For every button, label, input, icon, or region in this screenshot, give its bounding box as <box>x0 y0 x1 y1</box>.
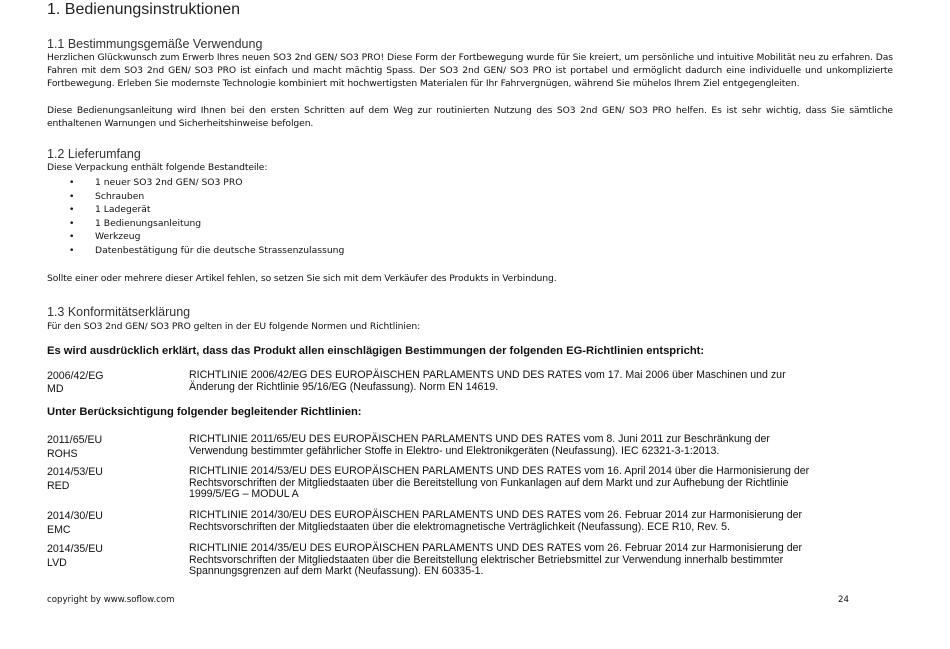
page-heading: 1. Bedienungsinstruktionen <box>47 1 241 18</box>
directive-code-cell <box>47 434 187 461</box>
bullet-icon: • <box>69 190 75 202</box>
conformity-intro: Für den SO3 2nd GEN/ SO3 PRO gelten in der EU folgende Normen und Richtlinien: <box>47 321 421 332</box>
list-item-label: 1 Bedienungsanleitung <box>95 217 202 229</box>
list-item-label: 1 Ladegerät <box>95 204 151 216</box>
directive-abbreviation: EMC <box>47 524 71 536</box>
directive-description: RICHTLINIE 2006/42/EG DES EUROPÄISCHEN PARLAMENTS UND DES RATES vom 17. Mai 2006 über Maschinen und zur Änderung der Richtlinie 95/16/EG (Neufassung). Norm EN 14619. <box>189 369 786 393</box>
intended-use-paragraph-2: Diese Bedienungsanleitung wird Ihnen bei den ersten Schritten auf dem Weg zur routinierten Nutzung des SO3 2nd GEN/ SO3 PRO helfen. Es ist sehr wichtig, dass Sie sämtliche enthaltenen Warnungen und Sicherheitshinweise befolgen. <box>47 105 893 129</box>
list-item <box>47 203 344 217</box>
section-title-scope-of-delivery: 1.2 Lieferumfang <box>47 147 141 161</box>
page-number: 24 <box>838 595 849 605</box>
bullet-icon: • <box>69 204 75 216</box>
directive-code-cell <box>47 466 187 493</box>
list-item-label: Werkzeug <box>95 231 141 243</box>
bullet-icon: • <box>69 231 75 243</box>
directive-description: RICHTLINIE 2014/53/EU DES EUROPÄISCHEN PARLAMENTS UND DES RATES vom 16. April 2014 über die Harmonisierung der Rechtsvorschriften der Mitgliedstaaten über die Bereitstellung von Funkanlagen auf dem Markt und zur Aufhebung der Richtlinie 1999/5/EG – MODUL A <box>189 465 810 501</box>
list-item <box>47 244 344 258</box>
conformity-declaration: Es wird ausdrücklich erklärt, dass das Produkt allen einschlägigen Bestimmungen der folgenden EG-Richtlinien entspricht: <box>47 345 705 357</box>
directive-code: 2014/53/EU <box>47 466 103 478</box>
directive-abbreviation: ROHS <box>47 448 78 460</box>
list-item <box>47 230 344 244</box>
directive-code: 2014/35/EU <box>47 543 103 555</box>
list-item-label: Schrauben <box>95 190 145 202</box>
directive-abbreviation: MD <box>47 383 64 395</box>
section-title-intended-use: 1.1 Bestimmungsgemäße Verwendung <box>47 37 263 51</box>
bullet-icon: • <box>69 177 75 188</box>
directive-description: RICHTLINIE 2014/30/EU DES EUROPÄISCHEN PARLAMENTS UND DES RATES vom 26. Februar 2014 zur Harmonisierung der Rechtsvorschriften der Mitgliedstaaten über die elektromagnetische Verträglichkeit (Neufassung). ECE R10, Rev. 5. <box>189 509 803 533</box>
directive-description: RICHTLINIE 2014/35/EU DES EUROPÄISCHEN PARLAMENTS UND DES RATES vom 26. Februar 2014 zur Harmonisierung der Rechtsvorschriften der Mitgliedstaaten über die Bereitstellung elektrischer Betriebsmittel zur Verwendung innerhalb bestimmter Spannungsgrenzen auf dem Markt (Neufassung). EN 60335-1. <box>189 542 803 578</box>
directive-code-cell <box>47 543 187 570</box>
intended-use-paragraph-1: Herzlichen Glückwunsch zum Erwerb Ihres neuen SO3 2nd GEN/ SO3 PRO! Diese Form der Fortbewegung wurde für Sie kreiert, um persönliche und intuitive Mobilität neu zu erfahren. Das Fahren mit dem SO3 2nd GEN/ SO3 PRO ist einfach und macht mächtig Spass. Der SO3 2nd GEN/ SO3 PRO ist portabel und ermöglicht dadurch eine individuelle und unkomplizierte Fortbewegung. Erleben Sie modernste Technologie kombiniert mit hochwertigsten Materialen für Ihr Fahrvergnügen, während Sie mühelos Ihrem Ziel entgegengleiten. <box>47 52 893 89</box>
bullet-icon: • <box>69 217 75 229</box>
list-item <box>47 176 344 190</box>
directive-code-cell <box>47 370 187 396</box>
section-title-conformity: 1.3 Konformitätserklärung <box>47 305 191 319</box>
list-item <box>47 217 344 231</box>
list-item <box>47 190 344 204</box>
directive-code: 2011/65/EU <box>47 434 103 446</box>
footer-copyright: copyright by www.soflow.com <box>47 595 175 605</box>
directive-code: 2006/42/EG <box>47 370 104 382</box>
directive-description: RICHTLINIE 2011/65/EU DES EUROPÄISCHEN PARLAMENTS UND DES RATES vom 8. Juni 2011 zur Beschränkung der Verwendung bestimmter gefährlicher Stoffe in Elektro- und Elektronikgeräten (Neufassung). IEC 62321-3-1:2013. <box>189 433 770 457</box>
accompanying-directives-title: Unter Berücksichtigung folgender begleitender Richtlinien: <box>47 406 362 418</box>
directive-abbreviation: LVD <box>47 557 67 569</box>
bullet-icon: • <box>69 244 75 256</box>
scope-of-delivery-intro: Diese Verpackung enthält folgende Bestandteile: <box>47 162 268 173</box>
directive-code: 2014/30/EU <box>47 510 103 522</box>
directive-abbreviation: RED <box>47 480 70 492</box>
list-item-label: 1 neuer SO3 2nd GEN/ SO3 PRO <box>95 177 243 188</box>
missing-items-note: Sollte einer oder mehrere dieser Artikel fehlen, so setzen Sie sich mit dem Verkäufer des Produkts in Verbindung. <box>47 273 557 284</box>
directive-code-cell <box>47 510 187 537</box>
list-item-label: Datenbestätigung für die deutsche Strassenzulassung <box>95 244 345 256</box>
scope-of-delivery-list <box>47 176 344 258</box>
